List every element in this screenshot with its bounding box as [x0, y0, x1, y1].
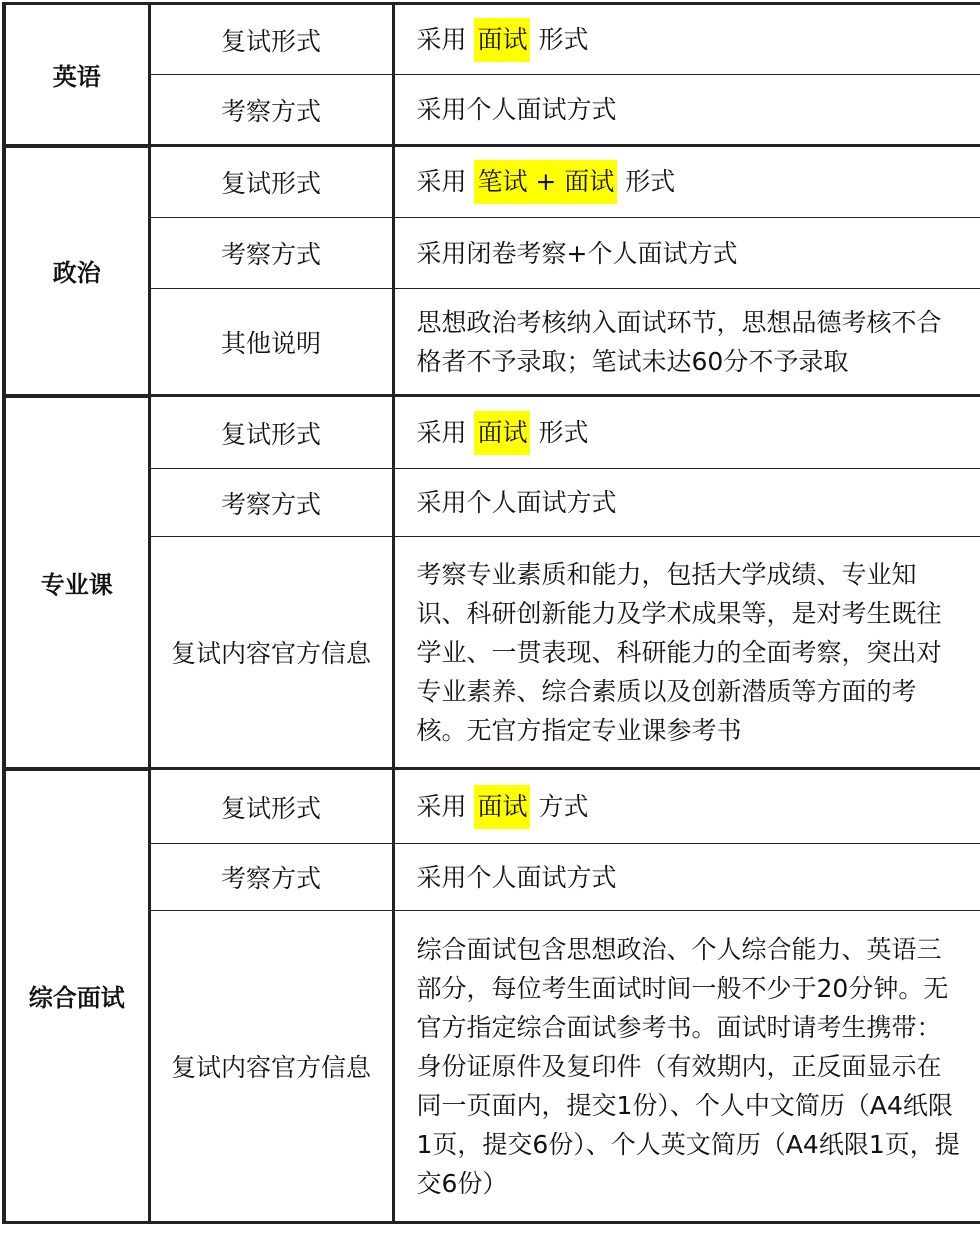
table-row — [4, 469, 980, 537]
table-row — [4, 396, 980, 469]
highlight-text: 面试 — [474, 411, 530, 455]
content-cell: 采用个人面试方式 — [393, 469, 980, 537]
content-text: 形式 — [625, 167, 676, 196]
content-text: 采用 — [416, 791, 467, 821]
item-label: 复试内容官方信息 — [149, 911, 393, 1223]
content-cell: 考察专业素质和能力，包括大学成绩、专业知识、科研创新能力及学术成果等，是对考生既往学业、一贯表现、科研能力的全面考察，突出对专业素养、综合素质以及创新潜质等方面的考核。无官方指定专业课参考书 — [393, 537, 980, 769]
subject-cell-major-course: 专业课 — [4, 396, 149, 769]
table-row — [4, 75, 980, 146]
item-label: 复试形式 — [149, 396, 393, 469]
item-label: 复试形式 — [149, 146, 393, 218]
content-text: 形式 — [538, 24, 589, 54]
highlight-text: 面试 — [474, 18, 530, 62]
table-row — [4, 844, 980, 911]
item-label: 考察方式 — [149, 75, 393, 146]
content-cell — [393, 396, 980, 469]
item-label: 其他说明 — [149, 289, 393, 396]
subject-cell-politics: 政治 — [4, 146, 149, 396]
content-cell — [393, 146, 980, 218]
subject-cell-comprehensive-interview: 综合面试 — [4, 769, 149, 1223]
table-row — [4, 289, 980, 396]
item-label: 复试形式 — [149, 769, 393, 844]
content-text: 方式 — [538, 791, 589, 821]
item-label: 考察方式 — [149, 218, 393, 289]
retest-info-table — [2, 2, 980, 1224]
content-text: 形式 — [538, 417, 589, 447]
table-row — [4, 911, 980, 1223]
item-label: 复试内容官方信息 — [149, 537, 393, 769]
item-label: 复试形式 — [149, 4, 393, 75]
table-row — [4, 146, 980, 218]
content-cell — [393, 769, 980, 844]
content-text: 采用 — [416, 167, 467, 196]
highlight-text: 面试 — [474, 785, 530, 829]
subject-cell-english: 英语 — [4, 4, 149, 146]
table-row — [4, 537, 980, 769]
content-cell — [393, 4, 980, 75]
content-cell: 综合面试包含思想政治、个人综合能力、英语三部分，每位考生面试时间一般不少于20分钟。无官方指定综合面试参考书。面试时请考生携带：身份证原件及复印件（有效期内，正反面显示在同一页面内，提交1份）、个人中文简历（A4纸限1页，提交6份）、个人英文简历（A4纸限1页，提交6份） — [393, 911, 980, 1223]
content-text: 采用 — [416, 417, 467, 447]
table-row — [4, 218, 980, 289]
content-cell: 采用个人面试方式 — [393, 75, 980, 146]
content-cell: 采用闭卷考察+个人面试方式 — [393, 218, 980, 289]
content-cell: 采用个人面试方式 — [393, 844, 980, 911]
content-cell: 思想政治考核纳入面试环节，思想品德考核不合格者不予录取；笔试未达60分不予录取 — [393, 289, 980, 396]
table-row — [4, 769, 980, 844]
table-row — [4, 4, 980, 75]
item-label: 考察方式 — [149, 844, 393, 911]
highlight-text: 笔试 + 面试 — [474, 160, 617, 204]
content-text: 采用 — [416, 24, 467, 54]
item-label: 考察方式 — [149, 469, 393, 537]
